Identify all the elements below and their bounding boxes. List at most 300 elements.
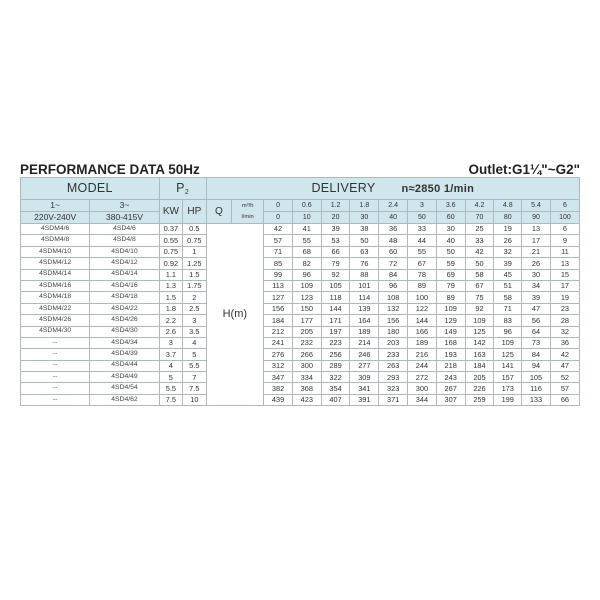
head-value: 42 [465, 246, 494, 257]
q-m3h-cell: 3.6 [436, 200, 465, 212]
head-value: 259 [465, 394, 494, 405]
head-value: 28 [550, 315, 579, 326]
head-value: 144 [408, 315, 437, 326]
table-title: PERFORMANCE DATA 50Hz [20, 162, 200, 177]
head-value: 94 [522, 360, 551, 371]
model-header: MODEL [21, 178, 160, 200]
head-value: 36 [550, 337, 579, 348]
head-value: 55 [292, 235, 321, 246]
head-value: 144 [321, 303, 350, 314]
head-value: 105 [321, 280, 350, 291]
head-value: 312 [264, 360, 293, 371]
head-value: 166 [408, 326, 437, 337]
head-value: 101 [350, 280, 379, 291]
table-row [21, 303, 580, 314]
head-value: 173 [494, 383, 522, 394]
flow-units [232, 200, 264, 224]
head-value: 99 [264, 269, 293, 280]
outlet-size: Outlet:G1¼"~G2" [468, 162, 580, 177]
head-value: 52 [550, 372, 579, 383]
model-single-phase: -- [21, 360, 90, 371]
table-row [21, 360, 580, 371]
model-three-phase: 4SD4/44 [90, 360, 159, 371]
q-m3h-cell: 0 [264, 200, 293, 212]
three-phase-symbol: 3~ [90, 200, 159, 212]
head-value: 17 [550, 280, 579, 291]
head-value: 89 [436, 292, 465, 303]
model-single-phase: -- [21, 383, 90, 394]
head-value: 72 [379, 258, 408, 269]
model-single-phase: 4SDM4/14 [21, 269, 90, 280]
head-value: 344 [408, 394, 437, 405]
head-value: 39 [494, 258, 522, 269]
model-three-phase: 4SD4/10 [90, 246, 159, 257]
head-label: H(m) [206, 224, 264, 406]
head-value: 193 [436, 349, 465, 360]
head-value: 307 [436, 394, 465, 405]
unit-lmin: l/min [241, 213, 254, 220]
head-value: 177 [292, 315, 321, 326]
head-value: 289 [321, 360, 350, 371]
head-value: 241 [264, 337, 293, 348]
head-value: 276 [264, 349, 293, 360]
head-value: 125 [494, 349, 522, 360]
head-value: 354 [321, 383, 350, 394]
power-kw: 1.3 [159, 280, 182, 291]
head-value: 58 [494, 292, 522, 303]
table-row [21, 292, 580, 303]
head-value: 67 [465, 280, 494, 291]
model-three-phase: 4SD4/8 [90, 235, 159, 246]
model-three-phase: 4SD4/34 [90, 337, 159, 348]
head-value: 71 [494, 303, 522, 314]
head-value: 123 [292, 292, 321, 303]
head-value: 21 [522, 246, 551, 257]
head-value: 47 [550, 360, 579, 371]
power-kw: 4 [159, 360, 182, 371]
power-kw: 3 [159, 337, 182, 348]
power-kw: 0.92 [159, 258, 182, 269]
head-value: 199 [494, 394, 522, 405]
head-value: 277 [350, 360, 379, 371]
head-value: 89 [408, 280, 437, 291]
head-value: 34 [522, 280, 551, 291]
head-value: 26 [494, 235, 522, 246]
unit-m3h: m³/h [241, 202, 254, 209]
head-value: 23 [550, 303, 579, 314]
head-value: 39 [522, 292, 551, 303]
head-value: 223 [321, 337, 350, 348]
head-value: 48 [379, 235, 408, 246]
q-lmin-cell: 10 [292, 212, 321, 224]
head-value: 45 [494, 269, 522, 280]
head-value: 334 [292, 372, 321, 383]
head-value: 129 [436, 315, 465, 326]
head-value: 391 [350, 394, 379, 405]
table-row [21, 372, 580, 383]
head-value: 25 [465, 224, 494, 235]
q-m3h-cell: 2.4 [379, 200, 408, 212]
head-value: 341 [350, 383, 379, 394]
table-row [21, 224, 580, 235]
head-value: 180 [379, 326, 408, 337]
power-hp: 3 [183, 315, 206, 326]
head-value: 156 [379, 315, 408, 326]
power-hp: 1.75 [183, 280, 206, 291]
head-value: 96 [292, 269, 321, 280]
head-value: 47 [522, 303, 551, 314]
model-single-phase: -- [21, 394, 90, 405]
head-value: 113 [264, 280, 293, 291]
head-value: 39 [321, 224, 350, 235]
model-single-phase: 4SDM4/26 [21, 315, 90, 326]
performance-table [20, 177, 580, 406]
head-value: 109 [292, 280, 321, 291]
head-value: 109 [494, 337, 522, 348]
head-value: 133 [522, 394, 551, 405]
head-value: 59 [436, 258, 465, 269]
head-value: 232 [292, 337, 321, 348]
head-value: 214 [350, 337, 379, 348]
head-value: 82 [292, 258, 321, 269]
head-value: 26 [522, 258, 551, 269]
q-label: Q [206, 200, 232, 224]
model-single-phase: 4SDM4/10 [21, 246, 90, 257]
model-three-phase: 4SD4/49 [90, 372, 159, 383]
power-header [159, 178, 206, 200]
head-value: 42 [550, 349, 579, 360]
head-value: 92 [321, 269, 350, 280]
head-value: 157 [494, 372, 522, 383]
power-hp: 3.5 [183, 326, 206, 337]
head-value: 19 [550, 292, 579, 303]
head-value: 263 [379, 360, 408, 371]
head-value: 100 [408, 292, 437, 303]
model-single-phase: 4SDM4/22 [21, 303, 90, 314]
head-value: 6 [550, 224, 579, 235]
head-value: 300 [292, 360, 321, 371]
head-value: 118 [321, 292, 350, 303]
head-value: 122 [408, 303, 437, 314]
head-value: 256 [321, 349, 350, 360]
head-value: 30 [522, 269, 551, 280]
head-value: 68 [292, 246, 321, 257]
head-value: 267 [436, 383, 465, 394]
table-row [21, 383, 580, 394]
power-kw: 2.6 [159, 326, 182, 337]
model-single-phase: -- [21, 372, 90, 383]
head-value: 79 [436, 280, 465, 291]
head-value: 33 [465, 235, 494, 246]
q-m3h-cell: 1.2 [321, 200, 350, 212]
power-kw: 3.7 [159, 349, 182, 360]
table-row [21, 349, 580, 360]
head-value: 293 [379, 372, 408, 383]
head-value: 212 [264, 326, 293, 337]
head-value: 15 [550, 269, 579, 280]
head-value: 78 [408, 269, 437, 280]
q-lmin-cell: 50 [408, 212, 437, 224]
head-value: 216 [408, 349, 437, 360]
power-kw: 1.5 [159, 292, 182, 303]
model-single-phase: 4SDM4/8 [21, 235, 90, 246]
q-m3h-cell: 4.2 [465, 200, 494, 212]
head-value: 163 [465, 349, 494, 360]
head-value: 197 [321, 326, 350, 337]
head-value: 50 [436, 246, 465, 257]
q-m3h-cell: 4.8 [494, 200, 522, 212]
q-lmin-cell: 90 [522, 212, 551, 224]
head-value: 60 [379, 246, 408, 257]
head-value: 423 [292, 394, 321, 405]
table-row [21, 315, 580, 326]
head-value: 51 [494, 280, 522, 291]
head-value: 32 [550, 326, 579, 337]
head-value: 244 [408, 360, 437, 371]
performance-rows [21, 224, 580, 406]
q-m3h-cell: 3 [408, 200, 437, 212]
hp-header: HP [183, 200, 206, 224]
q-lmin-cell: 60 [436, 212, 465, 224]
table-row [21, 246, 580, 257]
head-value: 322 [321, 372, 350, 383]
model-three-phase: 4SD4/14 [90, 269, 159, 280]
model-single-phase: 4SDM4/6 [21, 224, 90, 235]
q-m3h-cell: 6 [550, 200, 579, 212]
head-value: 66 [550, 394, 579, 405]
head-value: 69 [436, 269, 465, 280]
head-value: 75 [465, 292, 494, 303]
head-value: 184 [264, 315, 293, 326]
head-value: 38 [350, 224, 379, 235]
head-value: 141 [494, 360, 522, 371]
head-value: 13 [550, 258, 579, 269]
table-row [21, 269, 580, 280]
head-value: 439 [264, 394, 293, 405]
q-lmin-cell: 100 [550, 212, 579, 224]
head-value: 266 [292, 349, 321, 360]
head-value: 76 [350, 258, 379, 269]
single-phase-symbol: 1~ [21, 200, 90, 212]
head-value: 9 [550, 235, 579, 246]
head-value: 139 [350, 303, 379, 314]
head-value: 382 [264, 383, 293, 394]
head-value: 33 [408, 224, 437, 235]
table-row [21, 394, 580, 405]
head-value: 114 [350, 292, 379, 303]
model-three-phase: 4SD4/6 [90, 224, 159, 235]
head-value: 58 [465, 269, 494, 280]
table-row [21, 235, 580, 246]
head-value: 125 [465, 326, 494, 337]
head-value: 66 [321, 246, 350, 257]
head-value: 205 [292, 326, 321, 337]
head-value: 19 [494, 224, 522, 235]
table-row [21, 337, 580, 348]
model-three-phase: 4SD4/62 [90, 394, 159, 405]
q-lmin-cell: 0 [264, 212, 293, 224]
q-lmin-cell: 20 [321, 212, 350, 224]
head-value: 36 [379, 224, 408, 235]
power-kw: 1.8 [159, 303, 182, 314]
head-value: 92 [465, 303, 494, 314]
head-value: 42 [264, 224, 293, 235]
power-subscript: 2 [184, 188, 190, 196]
head-value: 109 [465, 315, 494, 326]
table-row [21, 280, 580, 291]
head-value: 205 [465, 372, 494, 383]
head-value: 71 [264, 246, 293, 257]
head-value: 79 [321, 258, 350, 269]
q-m3h-cell: 5.4 [522, 200, 551, 212]
head-value: 108 [379, 292, 408, 303]
power-hp: 7 [183, 372, 206, 383]
q-lmin-cell: 70 [465, 212, 494, 224]
head-value: 189 [350, 326, 379, 337]
head-value: 300 [408, 383, 437, 394]
head-value: 272 [408, 372, 437, 383]
power-kw: 5 [159, 372, 182, 383]
speed-label: n≈2850 1/min [401, 183, 475, 195]
head-value: 84 [379, 269, 408, 280]
head-value: 116 [522, 383, 551, 394]
head-value: 57 [264, 235, 293, 246]
model-single-phase: 4SDM4/18 [21, 292, 90, 303]
power-kw: 5.5 [159, 383, 182, 394]
head-value: 150 [292, 303, 321, 314]
delivery-header [206, 178, 579, 200]
head-value: 184 [465, 360, 494, 371]
head-value: 132 [379, 303, 408, 314]
power-kw: 7.5 [159, 394, 182, 405]
head-value: 171 [321, 315, 350, 326]
head-value: 156 [264, 303, 293, 314]
head-value: 105 [522, 372, 551, 383]
head-value: 218 [436, 360, 465, 371]
model-three-phase: 4SD4/12 [90, 258, 159, 269]
power-hp: 0.5 [183, 224, 206, 235]
power-kw: 1.1 [159, 269, 182, 280]
head-value: 63 [350, 246, 379, 257]
power-kw: 0.37 [159, 224, 182, 235]
head-value: 30 [436, 224, 465, 235]
q-lmin-cell: 80 [494, 212, 522, 224]
model-single-phase: -- [21, 349, 90, 360]
head-value: 41 [292, 224, 321, 235]
power-hp: 2 [183, 292, 206, 303]
head-value: 164 [350, 315, 379, 326]
head-value: 127 [264, 292, 293, 303]
head-value: 347 [264, 372, 293, 383]
table-row [21, 258, 580, 269]
head-value: 44 [408, 235, 437, 246]
q-lmin-cell: 30 [350, 212, 379, 224]
head-value: 96 [494, 326, 522, 337]
head-value: 233 [379, 349, 408, 360]
head-value: 226 [465, 383, 494, 394]
head-value: 88 [350, 269, 379, 280]
power-hp: 5 [183, 349, 206, 360]
head-value: 64 [522, 326, 551, 337]
delivery-label: DELIVERY [311, 181, 376, 195]
power-hp: 10 [183, 394, 206, 405]
head-value: 84 [522, 349, 551, 360]
kw-header: KW [159, 200, 182, 224]
single-phase-voltage: 220V-240V [21, 212, 90, 224]
head-value: 53 [321, 235, 350, 246]
power-hp: 0.75 [183, 235, 206, 246]
q-m3h-cell: 1.8 [350, 200, 379, 212]
model-three-phase: 4SD4/22 [90, 303, 159, 314]
model-three-phase: 4SD4/30 [90, 326, 159, 337]
power-hp: 7.5 [183, 383, 206, 394]
head-value: 13 [522, 224, 551, 235]
head-value: 142 [465, 337, 494, 348]
head-value: 17 [522, 235, 551, 246]
model-three-phase: 4SD4/16 [90, 280, 159, 291]
head-value: 55 [408, 246, 437, 257]
head-value: 67 [408, 258, 437, 269]
head-value: 85 [264, 258, 293, 269]
head-value: 50 [465, 258, 494, 269]
head-value: 96 [379, 280, 408, 291]
head-value: 83 [494, 315, 522, 326]
three-phase-voltage: 380-415V [90, 212, 159, 224]
head-value: 309 [350, 372, 379, 383]
head-value: 168 [436, 337, 465, 348]
model-three-phase: 4SD4/39 [90, 349, 159, 360]
table-row [21, 326, 580, 337]
head-value: 57 [550, 383, 579, 394]
power-hp: 4 [183, 337, 206, 348]
model-single-phase: 4SDM4/30 [21, 326, 90, 337]
model-three-phase: 4SD4/18 [90, 292, 159, 303]
q-m3h-cell: 0.6 [292, 200, 321, 212]
head-value: 243 [436, 372, 465, 383]
q-lmin-cell: 40 [379, 212, 408, 224]
model-single-phase: -- [21, 337, 90, 348]
model-three-phase: 4SD4/26 [90, 315, 159, 326]
model-three-phase: 4SD4/54 [90, 383, 159, 394]
head-value: 32 [494, 246, 522, 257]
power-hp: 1.5 [183, 269, 206, 280]
head-value: 203 [379, 337, 408, 348]
head-value: 246 [350, 349, 379, 360]
head-value: 407 [321, 394, 350, 405]
power-kw: 2.2 [159, 315, 182, 326]
head-value: 149 [436, 326, 465, 337]
model-single-phase: 4SDM4/16 [21, 280, 90, 291]
head-value: 368 [292, 383, 321, 394]
head-value: 371 [379, 394, 408, 405]
power-hp: 1.25 [183, 258, 206, 269]
model-single-phase: 4SDM4/12 [21, 258, 90, 269]
power-hp: 2.5 [183, 303, 206, 314]
power-kw: 0.75 [159, 246, 182, 257]
power-kw: 0.55 [159, 235, 182, 246]
head-value: 56 [522, 315, 551, 326]
power-label: P [176, 180, 185, 195]
head-value: 323 [379, 383, 408, 394]
head-value: 11 [550, 246, 579, 257]
head-value: 40 [436, 235, 465, 246]
head-value: 50 [350, 235, 379, 246]
head-value: 73 [522, 337, 551, 348]
power-hp: 5.5 [183, 360, 206, 371]
head-value: 109 [436, 303, 465, 314]
head-value: 189 [408, 337, 437, 348]
power-hp: 1 [183, 246, 206, 257]
